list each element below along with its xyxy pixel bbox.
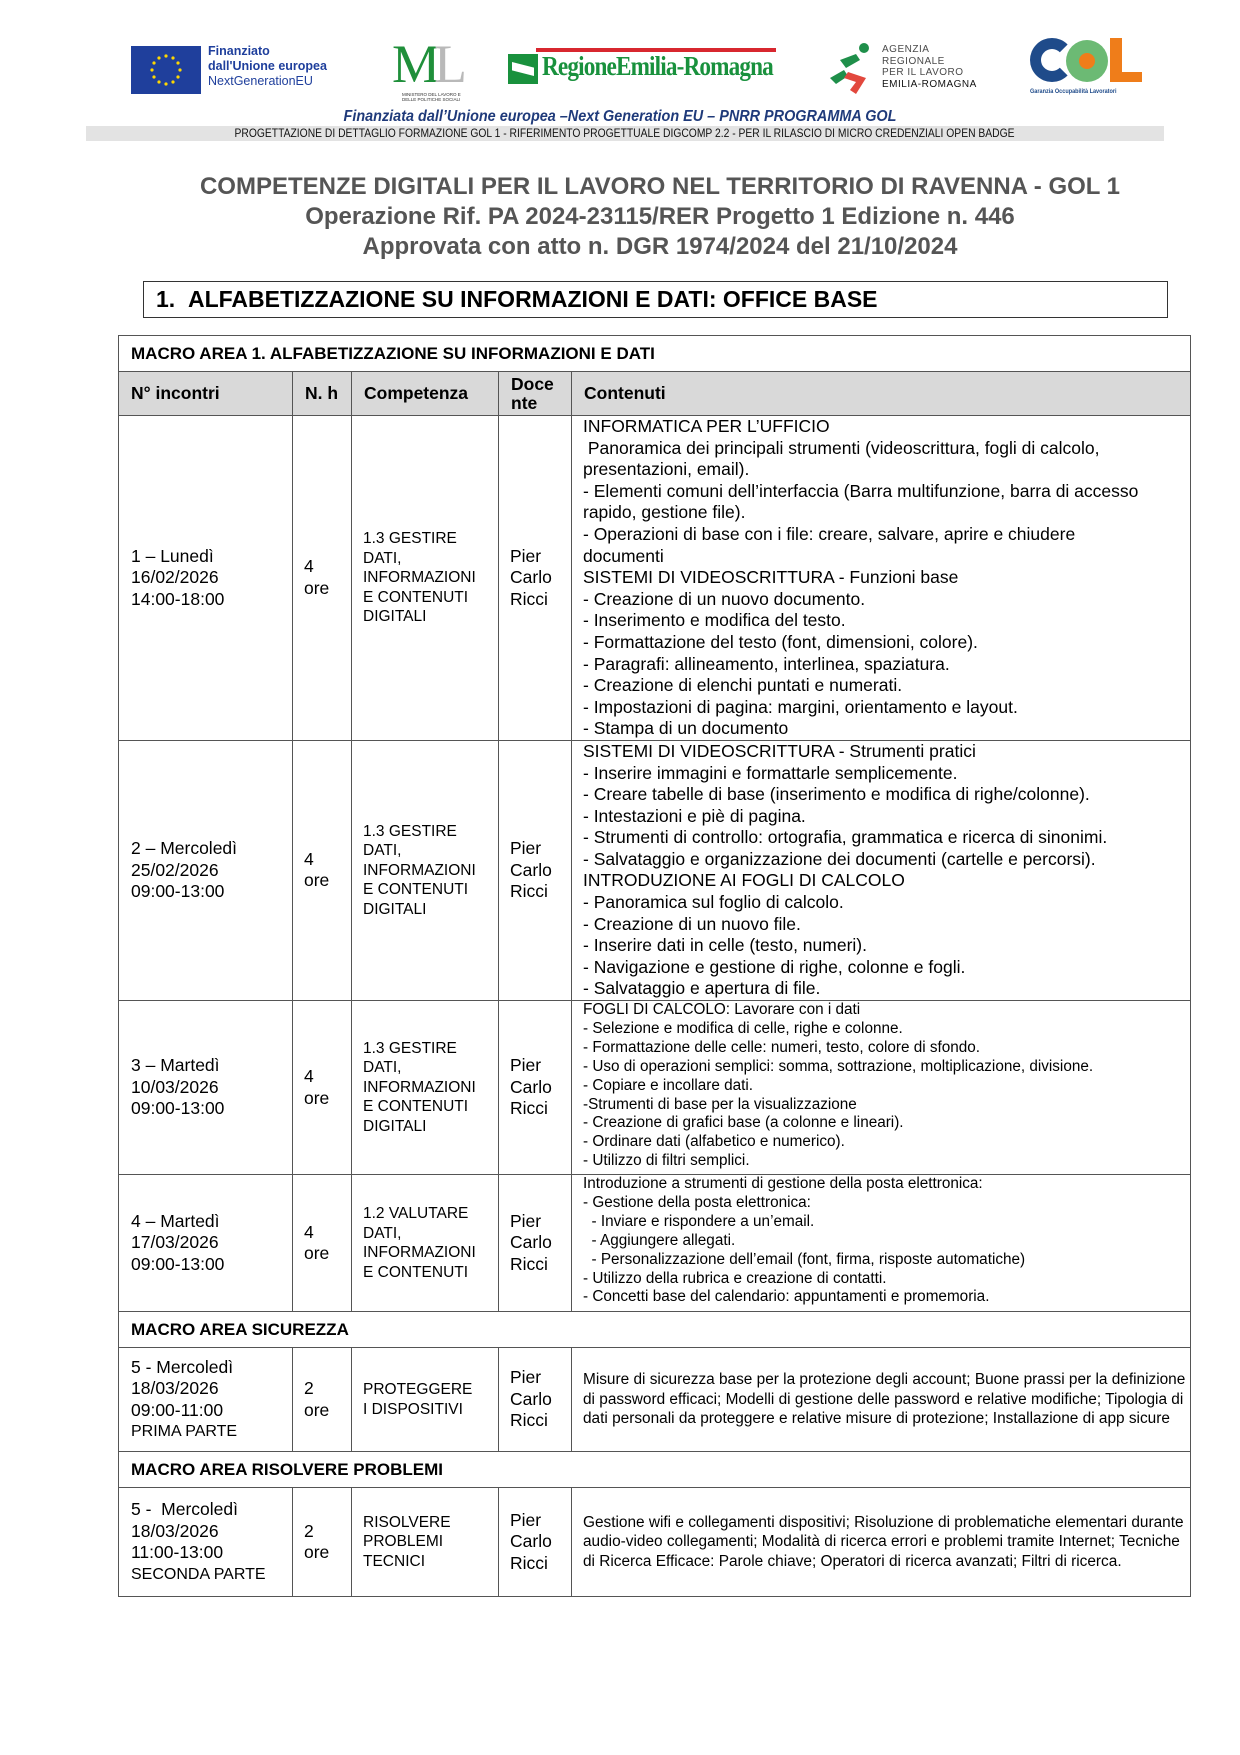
region-flag-icon: [508, 54, 538, 84]
table-row: [119, 1175, 1191, 1312]
funding-statement: Finanziata dall’Unione europea –Next Generation EU – PNRR PROGRAMMA GOL: [343, 108, 897, 125]
session-hours: 2 ore: [293, 1488, 352, 1597]
macro-area-title: MACRO AREA RISOLVERE PROBLEMI: [119, 1452, 1191, 1488]
agenzia-lavoro-logo: AGENZIA REGIONALE PER IL LAVORO EMILIA-ROMAGNA: [826, 40, 986, 100]
table-header-row: [119, 372, 1191, 416]
session-part-label: SECONDA PARTE: [131, 1565, 266, 1583]
table-row: [119, 1488, 1191, 1597]
table-row: [119, 1001, 1191, 1175]
approval-reference: Approvata con atto n. DGR 1974/2024 del 21/10/2024: [362, 233, 958, 260]
session-hours: 4 ore: [293, 1001, 352, 1175]
session-contents: INFORMATICA PER L’UFFICIO Panoramica dei principali strumenti (videoscrittura, fogli di calcolo, presentazioni, email). - Elementi comuni dell’interfaccia (Barra multifunzione, barra di accesso rapido, gestione file). - Operazioni di base con i file: creare, salvare, aprire e chiudere documenti SISTEMI DI VIDEOSCRITTURA - Funzioni base - Creazione di un nuovo documento. - Inserimento e modifica del testo. - Formattazione del testo (font, dimensioni, colore). - Paragrafi: allineamento, interlinea, spaziatura. - Creazione di elenchi puntati e numerati. - Impostazioni di pagina: margini, orientamento e layout. - Stampa di un documento: [572, 416, 1191, 741]
column-header-docente: Doce nte: [499, 372, 572, 416]
session-teacher: Pier Carlo Ricci: [499, 1175, 572, 1312]
session-contents: Gestione wifi e collegamenti dispositivi; Risoluzione di problematiche elementari durante audio-video collegamenti; Modalità di ricerca errori e problemi tramite Internet; Tecniche di Ricerca Efficace: Parole chiave; Operatori di ricerca avanzati; Filtri di ricerca.: [572, 1488, 1191, 1597]
section-heading: 1. ALFABETIZZAZIONE SU INFORMAZIONI E DATI: OFFICE BASE: [143, 281, 1168, 318]
session-competence: 1.3 GESTIRE DATI, INFORMAZIONI E CONTENUTI DIGITALI: [352, 1001, 499, 1175]
macro-area-row: [119, 336, 1191, 372]
table-row: [119, 1348, 1191, 1452]
session-competence: 1.3 GESTIRE DATI, INFORMAZIONI E CONTENUTI DIGITALI: [352, 740, 499, 1000]
column-header-contenuti: Contenuti: [572, 372, 1191, 416]
column-header-ore: N. h: [293, 372, 352, 416]
table-row: [119, 740, 1191, 1000]
ministry-labour-logo: ML MINISTERO DEL LAVORO E DELLE POLITICHE SOCIALI: [392, 34, 462, 102]
session-teacher: Pier Carlo Ricci: [499, 1348, 572, 1452]
session-when: 5 - Mercoledì 18/03/2026 11:00-13:00 SECONDA PARTE: [119, 1488, 293, 1597]
macro-area-row: [119, 1452, 1191, 1488]
session-competence: PROTEGGERE I DISPOSITIVI: [352, 1348, 499, 1452]
eu-flag-icon: [131, 46, 201, 94]
session-hours: 4 ore: [293, 416, 352, 741]
session-hours: 4 ore: [293, 740, 352, 1000]
logo-strip: [0, 36, 1240, 106]
eu-funding-logo-text: Finanziato dall'Unione europea NextGenerationEU: [208, 44, 327, 88]
macro-area-title: MACRO AREA SICUREZZA: [119, 1312, 1191, 1348]
session-hours: 4 ore: [293, 1175, 352, 1312]
schedule-table: [118, 335, 1191, 1597]
session-teacher: Pier Carlo Ricci: [499, 1488, 572, 1597]
session-competence: 1.2 VALUTARE DATI, INFORMAZIONI E CONTENUTI: [352, 1175, 499, 1312]
session-competence: RISOLVERE PROBLEMI TECNICI: [352, 1488, 499, 1597]
design-reference-band: PROGETTAZIONE DI DETTAGLIO FORMAZIONE GOL 1 - RIFERIMENTO PROGETTUALE DIGCOMP 2.2 - PER IL RILASCIO DI MICRO CREDENZIALI OPEN BADGE: [86, 126, 1164, 141]
regione-emilia-romagna-logo: RegioneEmilia-Romagna: [508, 48, 778, 92]
gol-logo: Garanzia Occupabilità Lavoratori: [1030, 38, 1140, 102]
macro-area-row: [119, 1312, 1191, 1348]
session-part-label: PRIMA PARTE: [131, 1423, 238, 1441]
table-row: [119, 416, 1191, 741]
session-when: 4 – Martedì 17/03/2026 09:00-13:00: [119, 1175, 293, 1312]
session-teacher: Pier Carlo Ricci: [499, 416, 572, 741]
course-title: COMPETENZE DIGITALI PER IL LAVORO NEL TERRITORIO DI RAVENNA - GOL 1: [199, 173, 1121, 200]
session-contents: Introduzione a strumenti di gestione della posta elettronica: - Gestione della posta elettronica: - Inviare e rispondere a un’email. - Aggiungere allegati. - Personalizzazione dell’email (font, firma, risposte automatiche) - Utilizzo della rubrica e creazione di contatti. - Concetti base del calendario: appuntamenti e promemoria.: [572, 1175, 1191, 1312]
column-header-competenza: Competenza: [352, 372, 499, 416]
session-when: 5 - Mercoledì 18/03/2026 09:00-11:00 PRIMA PARTE: [119, 1348, 293, 1452]
session-contents: SISTEMI DI VIDEOSCRITTURA - Strumenti pratici - Inserire immagini e formattarle semplicemente. - Creare tabelle di base (inserimento e modifica di righe/colonne). - Intestazioni e piè di pagina. - Strumenti di controllo: ortografia, grammatica e ricerca di sinonimi. - Salvataggio e organizzazione dei documenti (cartelle e percorsi). INTRODUZIONE AI FOGLI DI CALCOLO - Panoramica sul foglio di calcolo. - Creazione di un nuovo file. - Inserire dati in celle (testo, numeri). - Navigazione e gestione di righe, colonne e fogli. - Salvataggio e apertura di file.: [572, 740, 1191, 1000]
session-when: 1 – Lunedì 16/02/2026 14:00-18:00: [119, 416, 293, 741]
session-teacher: Pier Carlo Ricci: [499, 1001, 572, 1175]
session-when: 3 – Martedì 10/03/2026 09:00-13:00: [119, 1001, 293, 1175]
macro-area-title: MACRO AREA 1. ALFABETIZZAZIONE SU INFORMAZIONI E DATI: [119, 336, 1191, 372]
session-when: 2 – Mercoledì 25/02/2026 09:00-13:00: [119, 740, 293, 1000]
operation-reference: Operazione Rif. PA 2024-23115/RER Progetto 1 Edizione n. 446: [305, 203, 1015, 230]
session-contents: Misure di sicurezza base per la protezione degli account; Buone prassi per la definizione di password efficaci; Modelli di gestione delle password e relative modifiche; Tipologia di dati personali da proteggere e relative misure di protezione; Installazione di app sicure: [572, 1348, 1191, 1452]
session-hours: 2 ore: [293, 1348, 352, 1452]
session-teacher: Pier Carlo Ricci: [499, 740, 572, 1000]
runner-icon: [826, 42, 876, 96]
column-header-incontri: N° incontri: [119, 372, 293, 416]
session-competence: 1.3 GESTIRE DATI, INFORMAZIONI E CONTENUTI DIGITALI: [352, 416, 499, 741]
session-contents: FOGLI DI CALCOLO: Lavorare con i dati - Selezione e modifica di celle, righe e colonne. - Formattazione delle celle: numeri, testo, colore di sfondo. - Uso di operazioni semplici: somma, sottrazione, moltiplicazione, divisione. - Copiare e incollare dati. -Strumenti di base per la visualizzazione - Creazione di grafici base (a colonne e lineari). - Ordinare dati (alfabetico e numerico). - Utilizzo di filtri semplici.: [572, 1001, 1191, 1175]
document-title: [0, 172, 1240, 262]
